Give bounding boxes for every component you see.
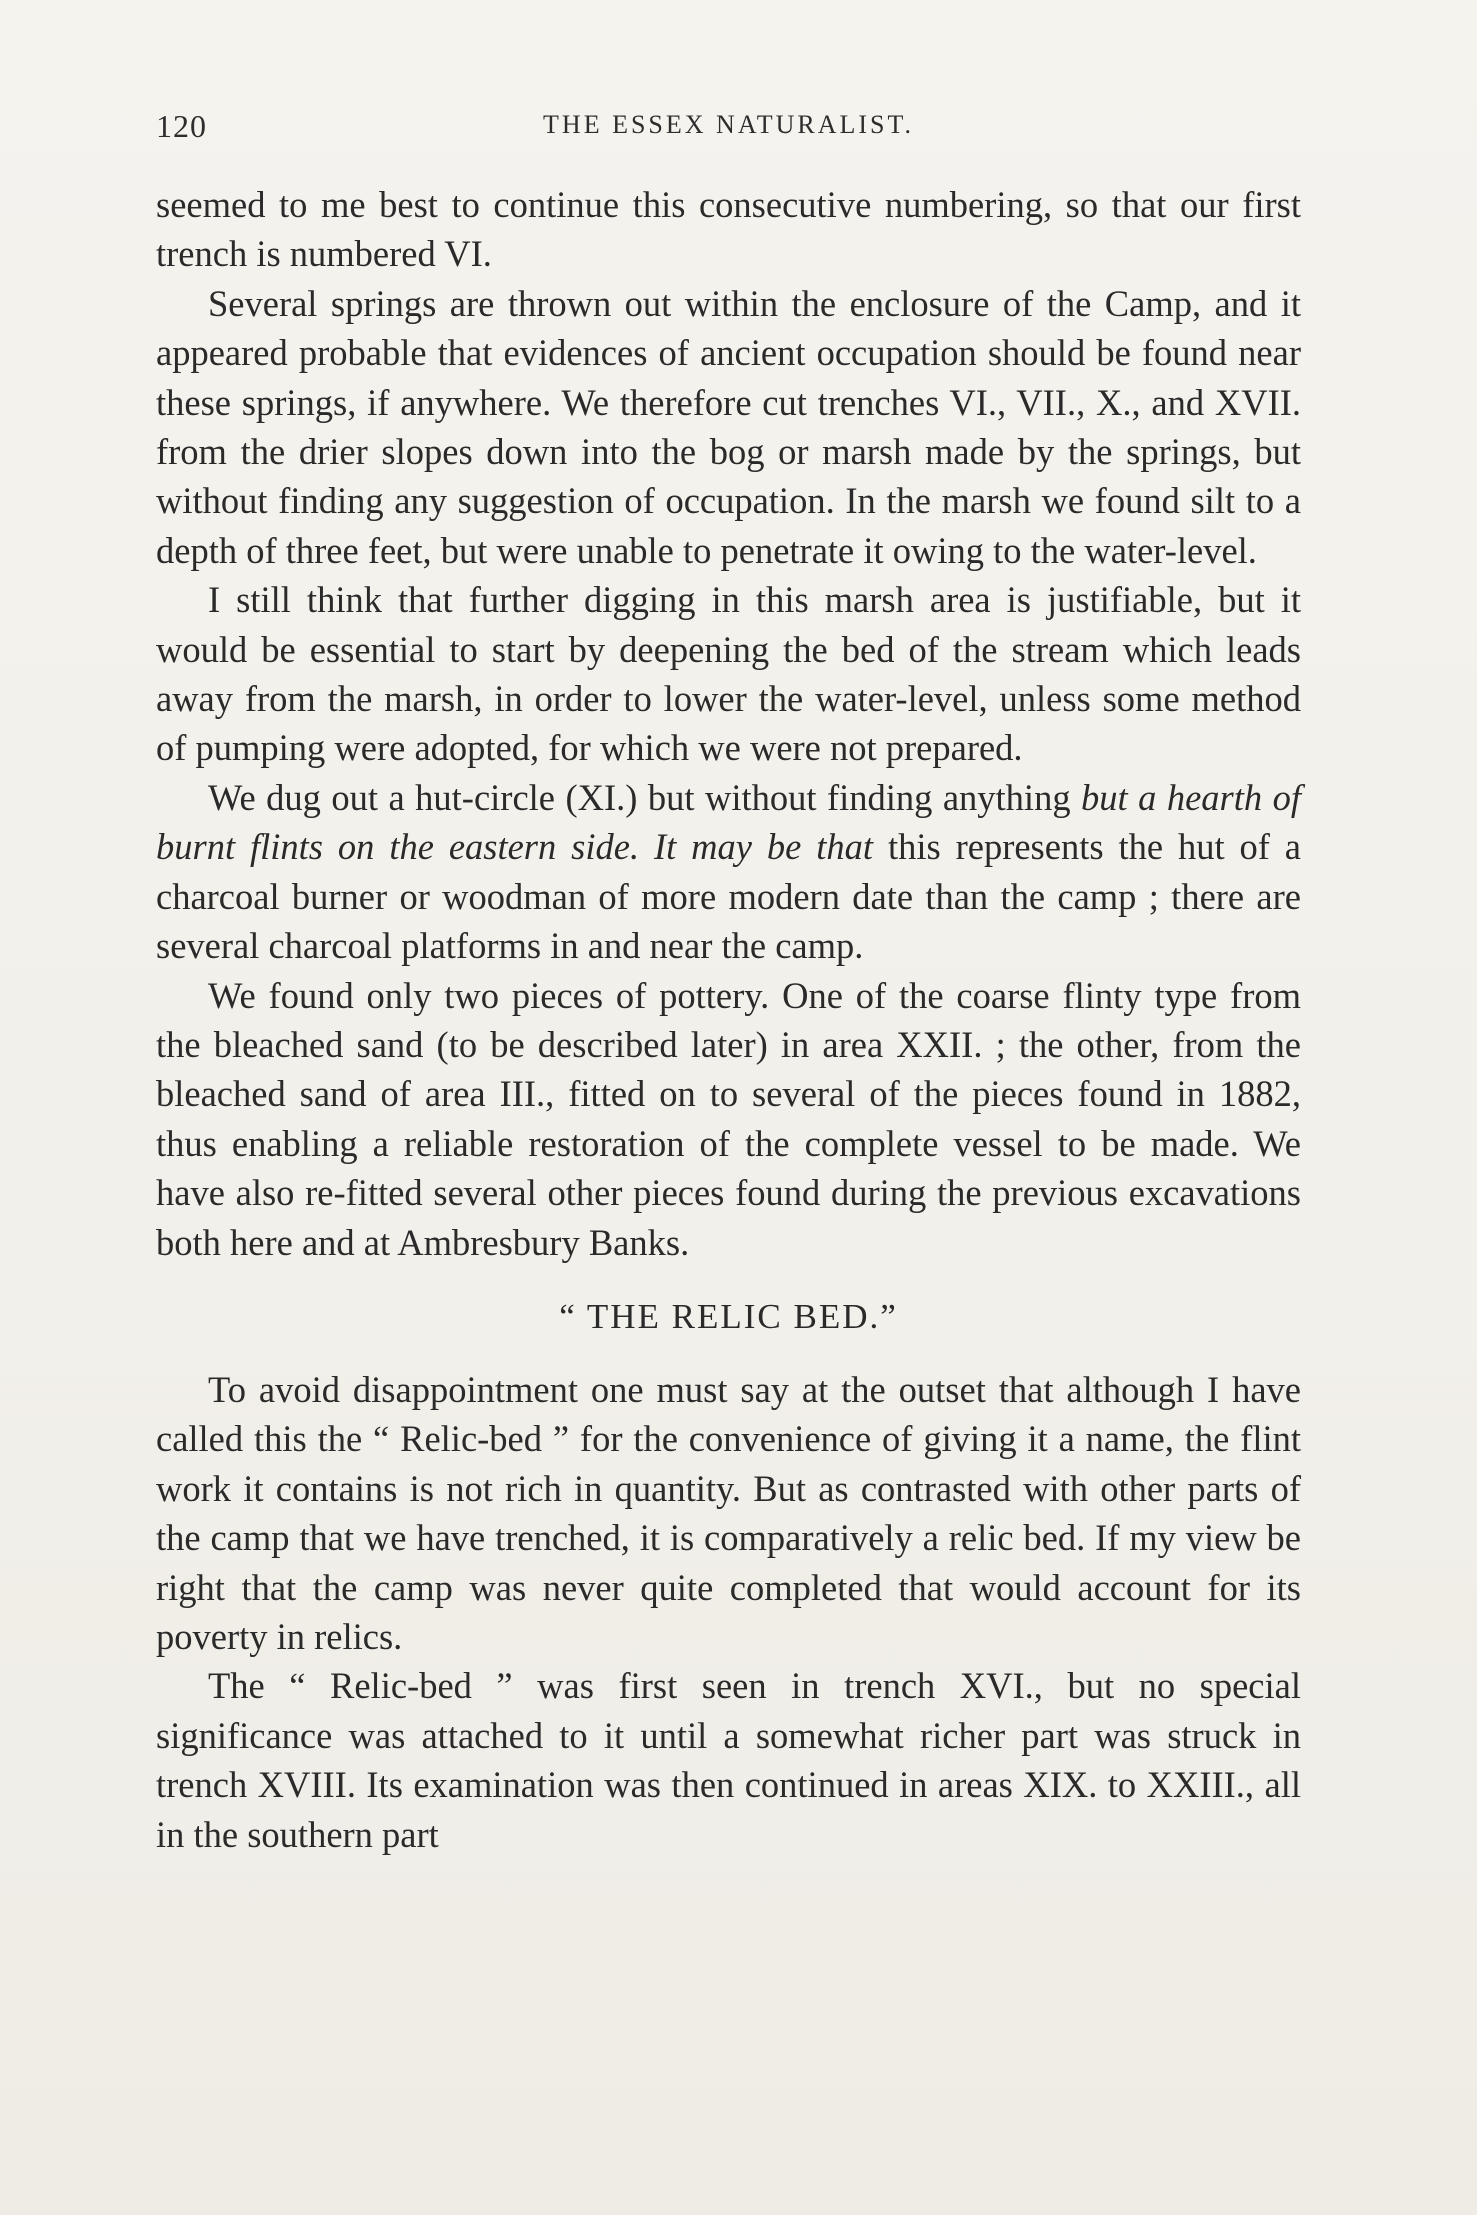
paragraph-relic-bed-trenches: The “ Relic-bed ” was first seen in trench XVI., but no special significance was attached to it until a somewhat richer part was struck in trench XVIII. Its examination was then continued in areas XIX. to XXIII., all in the southern part bbox=[156, 1665, 1301, 1855]
page-header bbox=[156, 108, 1301, 148]
section-heading: “ THE RELIC BED.” bbox=[559, 1296, 898, 1336]
paragraph-continuation: seemed to me best to continue this consecutive numbering, so that our first trench is numbered VI. bbox=[156, 184, 1301, 275]
paragraph-relic-bed-intro: To avoid disappointment one must say at the outset that although I have called this the “ Relic-bed ” for the convenience of giving it a name, the flint work it contains is not rich in quantity. But as contrasted with other parts of the camp that we have trenched, it is comparatively a relic bed. If my view be right that the camp was never quite completed that would account for its poverty in relics. bbox=[156, 1368, 1301, 1657]
page-number: 120 bbox=[156, 108, 207, 144]
paragraph-marsh-digging: I still think that further digging in this marsh area is justifiable, but it would be essential to start by deepening the bed of the stream which leads away from the marsh, in order to lower the water-level, unless some method of pumping were adopted, for which we were not prepared. bbox=[156, 579, 1301, 769]
paragraph-pottery: We found only two pieces of pottery. One of the coarse flinty type from the bleached sand (to be described later) in area XXII. ; the other, from the bleached sand of area III., fitted on to several of the pieces found in 1882, thus enabling a reliable restoration of the complete vessel to be made. We have also re-fitted several other pieces found during the previous excavations both here and at Ambresbury Banks. bbox=[156, 974, 1301, 1263]
hut-italic-text: but a hearth of burnt flints on the eastern side. It may be that bbox=[156, 776, 1302, 868]
paragraph-springs: Several springs are thrown out within the enclosure of the Camp, and it appeared probable that evidences of ancient occupation should be found near these springs, if anywhere. We therefore cut trenches VI., VII., X., and XVII. from the drier slopes down into the bog or marsh made by the springs, but without finding any suggestion of occupation. In the marsh we found silt to a depth of three feet, but were unable to penetrate it owing to the water-level. bbox=[156, 282, 1301, 571]
body-text bbox=[156, 180, 1301, 1859]
running-head: THE ESSEX NATURALIST. bbox=[543, 110, 914, 139]
hut-lead-text: We dug out a hut-circle (XI.) but without finding anything bbox=[208, 776, 1071, 818]
paragraph-hut-circle bbox=[156, 773, 1301, 971]
hut-rest-text: this represents the hut of a charcoal burner or woodman of more modern date than the camp ; there are several charcoal platforms in and near the camp. bbox=[156, 826, 1301, 967]
